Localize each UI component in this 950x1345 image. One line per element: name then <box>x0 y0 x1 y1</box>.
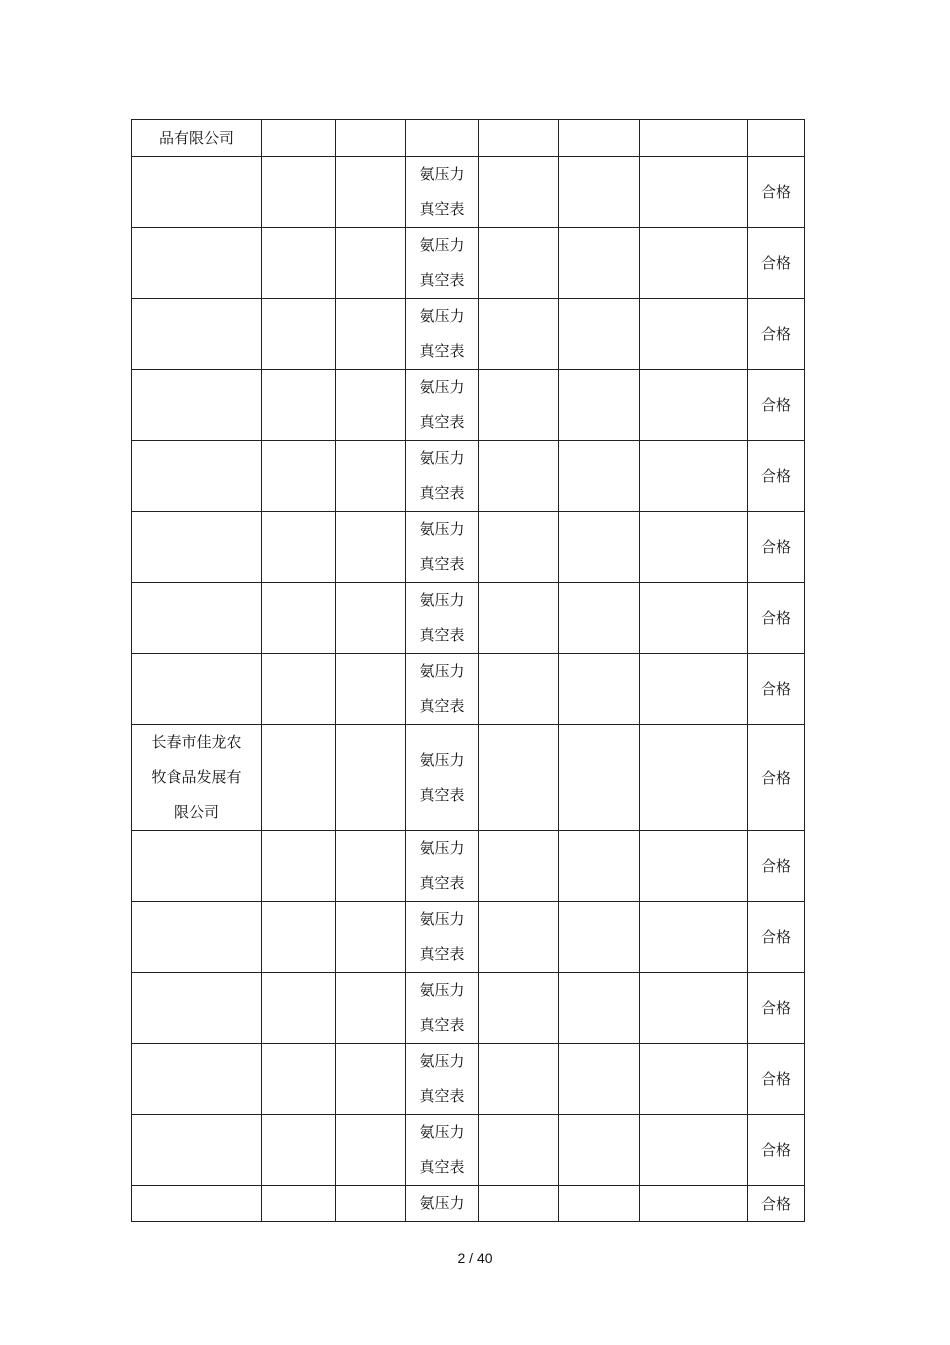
instrument-cell: 氨压力 真空表 <box>406 1115 479 1186</box>
empty-cell <box>262 1115 336 1186</box>
empty-cell <box>336 1115 406 1186</box>
empty-cell <box>559 228 640 299</box>
empty-cell <box>262 441 336 512</box>
empty-cell <box>262 583 336 654</box>
empty-cell <box>262 228 336 299</box>
result-cell: 合格 <box>748 654 805 725</box>
empty-cell <box>336 725 406 831</box>
table-row <box>132 725 805 831</box>
empty-cell <box>479 1044 559 1115</box>
empty-cell <box>336 583 406 654</box>
empty-cell <box>262 299 336 370</box>
table-row <box>132 583 805 654</box>
result-cell: 合格 <box>748 1186 805 1222</box>
empty-cell <box>336 157 406 228</box>
empty-cell <box>640 370 748 441</box>
empty-cell <box>559 654 640 725</box>
company-cell <box>132 1115 262 1186</box>
empty-cell <box>640 725 748 831</box>
result-cell: 合格 <box>748 299 805 370</box>
empty-cell <box>559 512 640 583</box>
empty-cell <box>336 370 406 441</box>
empty-cell <box>336 299 406 370</box>
empty-cell <box>559 583 640 654</box>
empty-cell <box>640 157 748 228</box>
result-cell <box>748 120 805 157</box>
instrument-cell <box>406 120 479 157</box>
company-cell: 长春市佳龙农 牧食品发展有 限公司 <box>132 725 262 831</box>
instrument-cell: 氨压力 真空表 <box>406 299 479 370</box>
table-row <box>132 902 805 973</box>
empty-cell <box>559 299 640 370</box>
company-cell <box>132 583 262 654</box>
table-row <box>132 512 805 583</box>
instrument-cell: 氨压力 真空表 <box>406 228 479 299</box>
empty-cell <box>336 120 406 157</box>
empty-cell <box>640 654 748 725</box>
table-row <box>132 441 805 512</box>
empty-cell <box>559 973 640 1044</box>
company-cell <box>132 512 262 583</box>
instrument-cell: 氨压力 真空表 <box>406 654 479 725</box>
empty-cell <box>479 1186 559 1222</box>
table-row <box>132 228 805 299</box>
empty-cell <box>479 157 559 228</box>
table-row <box>132 1186 805 1222</box>
empty-cell <box>262 120 336 157</box>
empty-cell <box>336 973 406 1044</box>
inspection-table <box>131 119 805 1222</box>
empty-cell <box>640 299 748 370</box>
table-row <box>132 157 805 228</box>
empty-cell <box>559 120 640 157</box>
empty-cell <box>479 1115 559 1186</box>
company-cell <box>132 973 262 1044</box>
empty-cell <box>262 1044 336 1115</box>
result-cell: 合格 <box>748 512 805 583</box>
company-cell <box>132 654 262 725</box>
result-cell: 合格 <box>748 902 805 973</box>
empty-cell <box>336 831 406 902</box>
instrument-cell: 氨压力 真空表 <box>406 157 479 228</box>
company-cell <box>132 441 262 512</box>
instrument-cell: 氨压力 真空表 <box>406 902 479 973</box>
instrument-cell: 氨压力 真空表 <box>406 583 479 654</box>
empty-cell <box>640 1186 748 1222</box>
empty-cell <box>479 120 559 157</box>
instrument-cell: 氨压力 真空表 <box>406 725 479 831</box>
instrument-cell: 氨压力 真空表 <box>406 370 479 441</box>
company-cell <box>132 157 262 228</box>
empty-cell <box>640 902 748 973</box>
empty-cell <box>479 725 559 831</box>
empty-cell <box>559 902 640 973</box>
company-cell <box>132 299 262 370</box>
empty-cell <box>336 1186 406 1222</box>
empty-cell <box>640 441 748 512</box>
empty-cell <box>262 370 336 441</box>
table-row <box>132 1044 805 1115</box>
empty-cell <box>640 1044 748 1115</box>
empty-cell <box>559 441 640 512</box>
company-cell <box>132 831 262 902</box>
result-cell: 合格 <box>748 1044 805 1115</box>
table-row <box>132 973 805 1044</box>
company-cell <box>132 228 262 299</box>
empty-cell <box>640 228 748 299</box>
empty-cell <box>262 157 336 228</box>
empty-cell <box>262 973 336 1044</box>
empty-cell <box>479 902 559 973</box>
result-cell: 合格 <box>748 1115 805 1186</box>
instrument-cell: 氨压力 真空表 <box>406 512 479 583</box>
company-cell <box>132 902 262 973</box>
result-cell: 合格 <box>748 370 805 441</box>
empty-cell <box>336 902 406 973</box>
company-cell <box>132 1186 262 1222</box>
empty-cell <box>640 512 748 583</box>
table-row <box>132 370 805 441</box>
table-row <box>132 831 805 902</box>
empty-cell <box>640 1115 748 1186</box>
result-cell: 合格 <box>748 725 805 831</box>
table-row <box>132 654 805 725</box>
empty-cell <box>262 1186 336 1222</box>
empty-cell <box>336 441 406 512</box>
empty-cell <box>559 1044 640 1115</box>
empty-cell <box>479 299 559 370</box>
empty-cell <box>262 725 336 831</box>
empty-cell <box>479 441 559 512</box>
empty-cell <box>336 512 406 583</box>
empty-cell <box>640 831 748 902</box>
result-cell: 合格 <box>748 441 805 512</box>
result-cell: 合格 <box>748 583 805 654</box>
empty-cell <box>559 157 640 228</box>
result-cell: 合格 <box>748 228 805 299</box>
empty-cell <box>262 512 336 583</box>
instrument-cell: 氨压力 真空表 <box>406 1044 479 1115</box>
empty-cell <box>640 973 748 1044</box>
empty-cell <box>559 370 640 441</box>
table-row <box>132 120 805 157</box>
page-number: 2 / 40 <box>457 1250 493 1266</box>
company-cell <box>132 1044 262 1115</box>
table-row <box>132 299 805 370</box>
empty-cell <box>640 583 748 654</box>
company-cell <box>132 370 262 441</box>
instrument-cell: 氨压力 真空表 <box>406 831 479 902</box>
instrument-cell: 氨压力 真空表 <box>406 973 479 1044</box>
empty-cell <box>479 654 559 725</box>
empty-cell <box>479 973 559 1044</box>
empty-cell <box>336 228 406 299</box>
company-cell: 品有限公司 <box>132 120 262 157</box>
empty-cell <box>262 831 336 902</box>
empty-cell <box>336 1044 406 1115</box>
table-row <box>132 1115 805 1186</box>
empty-cell <box>479 831 559 902</box>
instrument-cell: 氨压力 真空表 <box>406 441 479 512</box>
empty-cell <box>479 583 559 654</box>
empty-cell <box>479 370 559 441</box>
instrument-cell: 氨压力 <box>406 1186 479 1222</box>
empty-cell <box>262 902 336 973</box>
empty-cell <box>479 228 559 299</box>
empty-cell <box>640 120 748 157</box>
empty-cell <box>262 654 336 725</box>
result-cell: 合格 <box>748 831 805 902</box>
empty-cell <box>559 725 640 831</box>
empty-cell <box>336 654 406 725</box>
empty-cell <box>559 1115 640 1186</box>
empty-cell <box>479 512 559 583</box>
result-cell: 合格 <box>748 973 805 1044</box>
empty-cell <box>559 831 640 902</box>
result-cell: 合格 <box>748 157 805 228</box>
empty-cell <box>559 1186 640 1222</box>
